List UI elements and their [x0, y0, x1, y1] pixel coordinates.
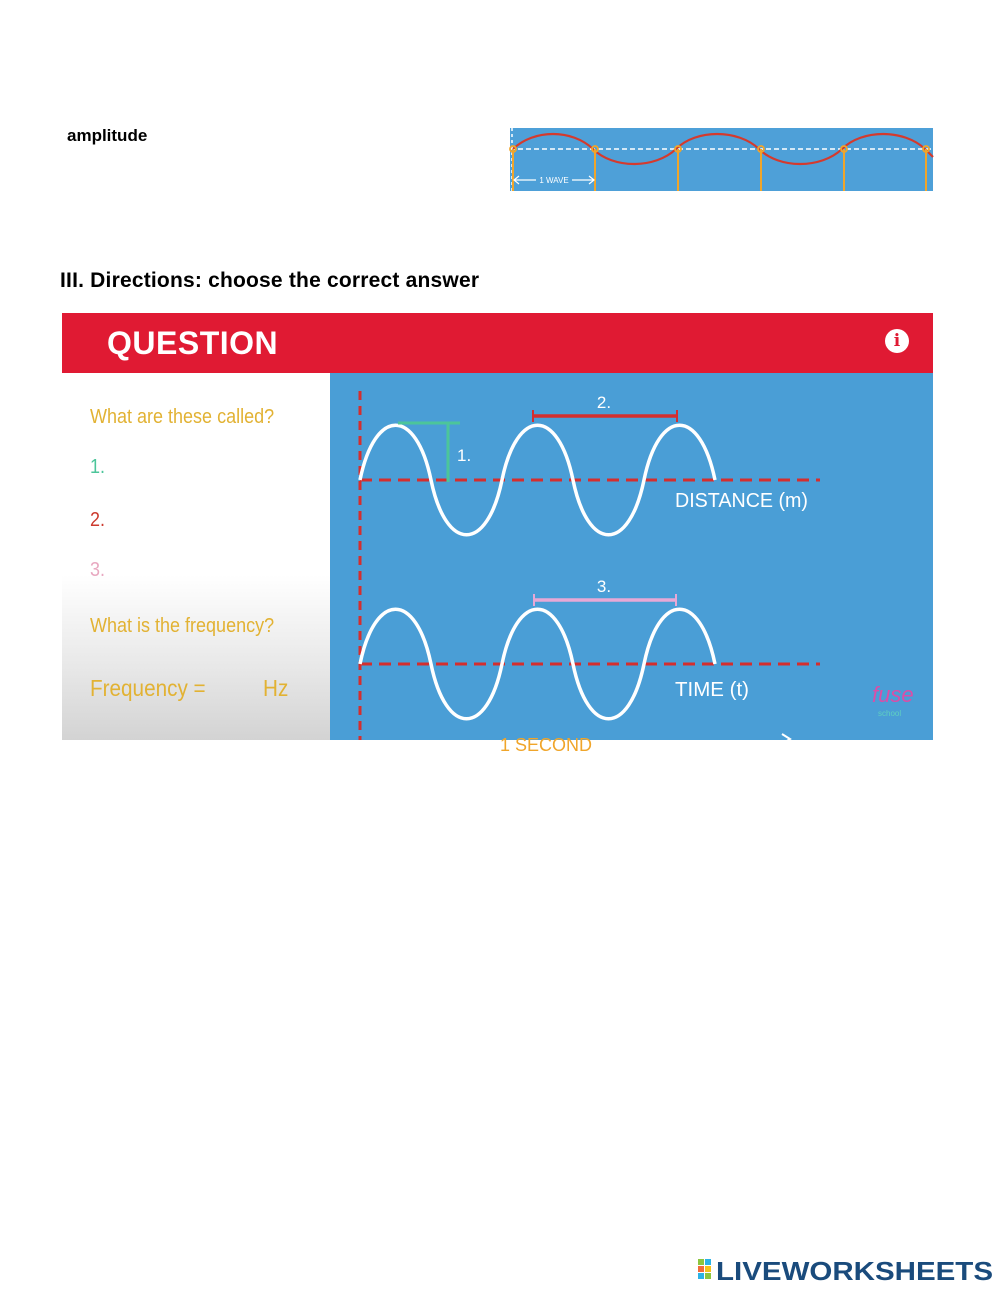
- wave-strip-period-markers: [513, 149, 926, 191]
- diagram-label-2: 2.: [596, 393, 612, 412]
- frequency-label: Frequency =: [90, 675, 206, 701]
- question-title: QUESTION: [107, 325, 279, 361]
- prompt-called: What are these called?: [90, 406, 275, 428]
- question-text-pane: [62, 373, 330, 740]
- liveworksheets-logo-text: LIVEWORKSHEETS: [716, 1256, 993, 1286]
- diagram-label-1: 1.: [457, 446, 472, 465]
- item-1-label: 1.: [90, 456, 106, 478]
- wave-diagram: [330, 373, 933, 755]
- liveworksheets-logo: [698, 1256, 998, 1290]
- one-second-arrow: [782, 734, 790, 744]
- directions-heading: III. Directions: choose the correct answer: [60, 269, 480, 292]
- fuse-logo: fuse: [872, 682, 914, 707]
- diagram-label-3: 3.: [596, 577, 612, 596]
- liveworksheets-logo-graphic: [698, 1256, 998, 1286]
- fuse-logo-sub: school: [878, 709, 902, 718]
- amplitude-label: amplitude: [67, 126, 148, 145]
- distance-axis-label: DISTANCE (m): [675, 490, 808, 512]
- info-icon[interactable]: i: [885, 329, 909, 353]
- question-card: [62, 313, 933, 755]
- frequency-unit: Hz: [263, 675, 289, 701]
- one-second-label: 1 SECOND: [500, 735, 593, 755]
- wave-strip-image: [510, 128, 933, 191]
- question-header: [62, 313, 933, 373]
- item-3-label: 3.: [90, 559, 106, 581]
- prompt-frequency: What is the frequency?: [90, 615, 275, 637]
- wave-strip-graphic: [510, 128, 933, 191]
- time-axis-label: TIME (t): [675, 679, 749, 701]
- item-2-label: 2.: [90, 509, 106, 531]
- wave-strip-wave-label: 1 WAVE: [539, 176, 569, 185]
